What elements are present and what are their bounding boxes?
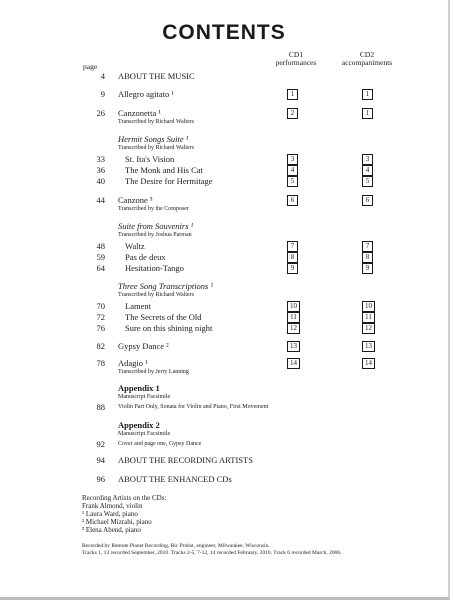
entry-title: Sure on this shining night	[125, 323, 213, 333]
entry-subtitle: Transcribed by Richard Walters	[118, 145, 195, 151]
entry-page: 33	[96, 154, 105, 164]
entry-page: 36	[96, 165, 105, 175]
entry-title: Waltz	[125, 241, 145, 251]
entry-title: Appendix 2	[118, 420, 160, 430]
recording-credits	[82, 543, 342, 557]
entry-page: 94	[96, 455, 105, 465]
entry-title: Canzonetta ¹	[118, 108, 161, 118]
entry-title: Adagio ¹	[118, 358, 148, 368]
cd1-track-box: 5	[287, 176, 298, 187]
page-title: CONTENTS	[162, 21, 286, 44]
cd1-track-box: 6	[287, 195, 298, 206]
entry-title: The Desire for Hermitage	[125, 176, 213, 186]
artists-heading: Recording Artists on the CDs:	[82, 494, 167, 502]
cd2-column-header	[332, 51, 402, 67]
entry-title: Gypsy Dance ²	[118, 341, 169, 351]
entry-title: Canzone ³	[118, 195, 153, 205]
toc-entry	[0, 108, 450, 120]
entry-page: 26	[96, 108, 105, 118]
entry-title: Hesitation-Tango	[125, 263, 184, 273]
cd2-track-box: 5	[362, 176, 373, 187]
entry-subtitle: Manuscript Facsimile	[118, 394, 171, 400]
entry-title: The Monk and His Cat	[125, 165, 203, 175]
entry-page: 70	[96, 301, 105, 311]
entry-page: 44	[96, 195, 105, 205]
entry-page: 88	[96, 402, 105, 412]
toc-entry	[0, 402, 450, 414]
cd1-track-box: 3	[287, 154, 298, 165]
entry-page: 82	[96, 341, 105, 351]
entry-title: Lament	[125, 301, 151, 311]
entry-page: 92	[96, 439, 105, 449]
recording-artists-block	[82, 494, 166, 534]
cd1-track-box: 9	[287, 263, 298, 274]
recording-credit-line: Recorded by Remote Planet Recording, Ric Probst, engineer, Milwaukee, Wisconsin.	[82, 543, 270, 549]
entry-page: 59	[96, 252, 105, 262]
toc-entry	[0, 134, 450, 146]
entry-title: ABOUT THE MUSIC	[118, 71, 195, 81]
toc-entry	[0, 71, 450, 83]
cd2-track-box: 3	[362, 154, 373, 165]
entry-title: Three Song Transcriptions ¹	[118, 281, 214, 291]
cd1-track-box: 4	[287, 165, 298, 176]
toc-entry	[0, 263, 450, 275]
entry-subtitle: Transcribed by the Composer	[118, 206, 189, 212]
entry-title: St. Ita's Vision	[125, 154, 175, 164]
entry-title: ABOUT THE ENHANCED CDs	[118, 474, 232, 484]
entry-page: 76	[96, 323, 105, 333]
cd1-header-label: CD1	[288, 50, 304, 59]
entry-subtitle: Transcribed by Richard Walters	[118, 119, 195, 125]
cd2-track-box: 4	[362, 165, 373, 176]
artist-line: ² Michael Mizrahi, piano	[82, 518, 152, 526]
toc-entry	[0, 323, 450, 335]
cd1-track-box: 13	[287, 341, 300, 352]
entry-title: Pas de deux	[125, 252, 166, 262]
toc-entry	[0, 383, 450, 395]
toc-entry	[0, 281, 450, 293]
entry-page: 9	[100, 89, 105, 99]
cd1-track-box: 11	[287, 312, 300, 323]
entry-page: 48	[96, 241, 105, 251]
entry-subtitle: Manuscript Facsimile	[118, 431, 171, 437]
toc-entry	[0, 221, 450, 233]
entry-page: 4	[100, 71, 105, 81]
entry-title: The Secrets of the Old	[125, 312, 202, 322]
cd1-track-box: 12	[287, 323, 300, 334]
toc-entry	[0, 439, 450, 451]
entry-page: 96	[96, 474, 105, 484]
cd1-track-box: 10	[287, 301, 300, 312]
artist-line: ³ Elena Abend, piano	[82, 526, 141, 534]
cd2-track-box: 12	[362, 323, 375, 334]
cd2-track-box: 6	[362, 195, 373, 206]
cd1-track-box: 2	[287, 108, 298, 119]
cd2-track-box: 11	[362, 312, 375, 323]
cd2-track-box: 10	[362, 301, 375, 312]
cd1-header-sublabel: performances	[275, 58, 317, 67]
cd2-header-label: CD2	[359, 50, 375, 59]
entry-title: Cover and page one, Gypsy Dance	[118, 441, 202, 447]
cd2-track-box: 13	[362, 341, 375, 352]
cd1-track-box: 1	[287, 89, 298, 100]
entry-subtitle: Transcribed by Richard Walters	[118, 292, 195, 298]
entry-page: 72	[96, 312, 105, 322]
entry-title: ABOUT THE RECORDING ARTISTS	[118, 455, 253, 465]
toc-entry	[0, 420, 450, 432]
entry-title: Hermit Songs Suite ¹	[118, 134, 189, 144]
cd1-track-box: 7	[287, 241, 298, 252]
entry-page: 78	[96, 358, 105, 368]
cd2-track-box: 8	[362, 252, 373, 263]
page-column-header: page	[83, 62, 98, 71]
cd1-track-box: 8	[287, 252, 298, 263]
toc-entry	[0, 474, 450, 486]
toc-entry	[0, 89, 450, 101]
toc-entry	[0, 195, 450, 207]
toc-entry	[0, 341, 450, 353]
entry-page: 64	[96, 263, 105, 273]
cd1-column-header	[261, 51, 331, 67]
entry-subtitle: Transcribed by Joshua Parman	[118, 232, 192, 238]
entry-title: Suite from Souvenirs ¹	[118, 221, 194, 231]
artist-line: ¹ Laura Ward, piano	[82, 510, 138, 518]
cd2-track-box: 1	[362, 108, 373, 119]
cd2-track-box: 9	[362, 263, 373, 274]
cd2-header-sublabel: accompaniments	[341, 58, 393, 67]
toc-entry	[0, 176, 450, 188]
cd2-track-box: 1	[362, 89, 373, 100]
entry-title: Allegro agitato ¹	[118, 89, 174, 99]
toc-entry	[0, 455, 450, 467]
artist-line: Frank Almond, violin	[82, 502, 143, 510]
cd2-track-box: 7	[362, 241, 373, 252]
entry-page: 40	[96, 176, 105, 186]
entry-title: Appendix 1	[118, 383, 160, 393]
recording-credit-line: Tracks 1, 13 recorded September, 2010. Tracks 2-5, 7-12, 14 recorded February, 2010. Track 6 recorded March, 2006.	[82, 550, 342, 556]
entry-title: Violin Part Only, Sonata for Violin and Piano, First Movement	[118, 404, 269, 410]
toc-entry	[0, 358, 450, 370]
cd1-track-box: 14	[287, 358, 300, 369]
entry-subtitle: Transcribed by Jerry Lanning	[118, 369, 189, 375]
cd2-track-box: 14	[362, 358, 375, 369]
